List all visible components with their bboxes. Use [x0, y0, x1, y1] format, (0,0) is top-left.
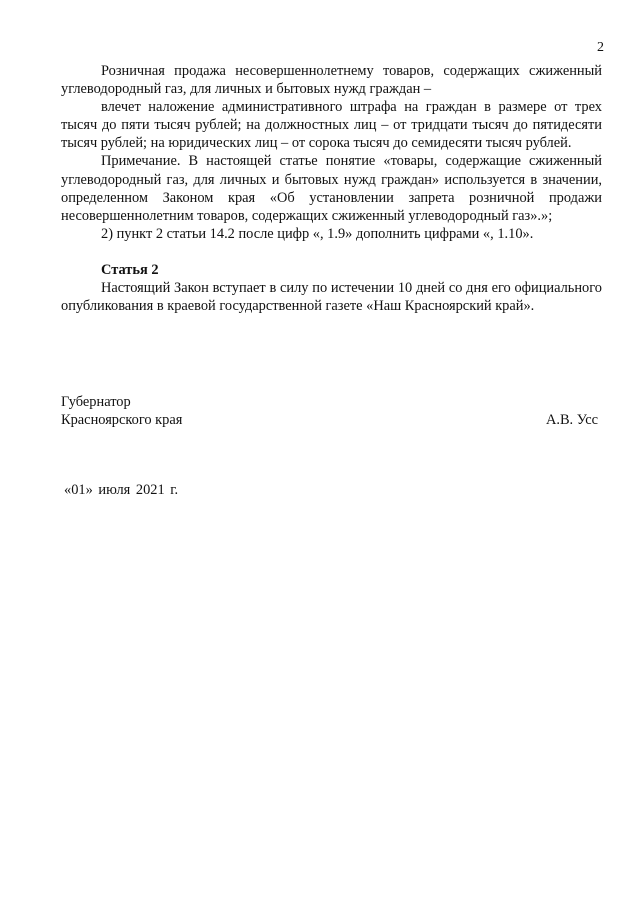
document-date: «01» июля 2021 г.: [64, 482, 179, 498]
signatory-title-line1: Губернатор: [61, 394, 131, 410]
signatory-name: А.В. Усс: [545, 412, 598, 429]
document-body: [61, 62, 602, 315]
paragraph-note: Примечание. В настоящей статье понятие «товары, содержащие сжиженный углеводородный газ, для личных и бытовых нужд граждан» используется в значении, определенном Законом края «Об установлении запрета розничной продажи несовершеннолетним товаров, содержащих сжиженный углеводородный газ».»;: [61, 153, 602, 224]
paragraph-penalty: влечет наложение административного штрафа на граждан в размере от трех тысяч до пяти тысяч рублей; на должностных лиц – от тридцати тысяч до пятидесяти тысяч рублей; на юридических лиц – от сорока тысяч до семидесяти тысяч рублей.: [61, 99, 602, 152]
signatory-title-line2: Красноярского края: [61, 412, 183, 429]
signature-block: [61, 393, 598, 429]
article-2-heading: Статья 2: [101, 261, 159, 278]
page-number: 2: [597, 40, 604, 55]
paragraph-point-2: 2) пункт 2 статьи 14.2 после цифр «, 1.9» дополнить цифрами «, 1.10».: [101, 225, 534, 242]
paragraph-retail-sale: Розничная продажа несовершеннолетнему товаров, содержащих сжиженный углеводородный газ, для личных и бытовых нужд граждан –: [61, 63, 602, 98]
article-2-text: Настоящий Закон вступает в силу по истечении 10 дней со дня его официального опубликования в краевой государственной газете «Наш Красноярский край».: [61, 280, 602, 315]
